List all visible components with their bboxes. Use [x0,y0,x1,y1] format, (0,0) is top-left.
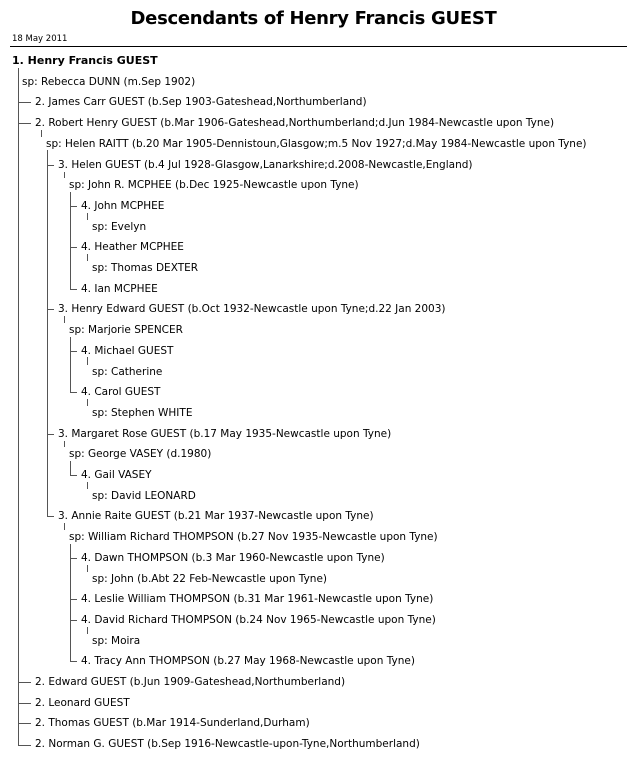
tree-connector [70,599,77,600]
tree-connector [64,172,65,178]
tree-connector [70,558,77,559]
tree-connector [18,682,31,683]
person-entry: 2. Leonard GUEST [35,697,130,709]
person-entry: 1. Henry Francis GUEST [12,54,158,67]
person-entry: 4. Dawn THOMPSON (b.3 Mar 1960-Newcastle upon Tyne) [81,552,385,564]
person-entry: 4. Michael GUEST [81,345,174,357]
tree-connector [70,392,77,393]
tree-connector [87,565,88,572]
tree-connector [18,723,31,724]
page-title: Descendants of Henry Francis GUEST [130,8,497,29]
tree-connector [70,461,71,475]
spouse-entry: sp: William Richard THOMPSON (b.27 Nov 1935-Newcastle upon Tyne) [69,531,438,543]
person-entry: 3. Henry Edward GUEST (b.Oct 1932-Newcastle upon Tyne;d.22 Jan 2003) [58,303,446,315]
tree-connector [87,482,88,489]
spouse-entry: sp: Rebecca DUNN (m.Sep 1902) [22,76,196,88]
tree-connector [41,130,42,137]
tree-connector [47,434,54,435]
person-entry: 3. Helen GUEST (b.4 Jul 1928-Glasgow,Lanarkshire;d.2008-Newcastle,England) [58,159,473,171]
report-date: 18 May 2011 [12,34,68,44]
spouse-entry: sp: Stephen WHITE [92,407,193,419]
person-entry: 2. Robert Henry GUEST (b.Mar 1906-Gateshead,Northumberland;d.Jun 1984-Newcastle upon Tyne) [35,117,555,129]
tree-connector [87,254,88,261]
spouse-entry: sp: Marjorie SPENCER [69,324,183,336]
tree-connector [18,745,31,746]
spouse-entry: sp: David LEONARD [92,490,196,502]
spouse-entry: sp: George VASEY (d.1980) [69,448,212,460]
tree-connector [18,123,31,124]
tree-connector [70,661,77,662]
tree-connector [47,165,54,166]
spouse-entry: sp: John R. MCPHEE (b.Dec 1925-Newcastle upon Tyne) [69,179,359,191]
tree-connector [87,627,88,634]
spouse-entry: sp: Catherine [92,366,163,378]
tree-connector [47,150,48,516]
person-entry: 4. Heather MCPHEE [81,241,184,253]
spouse-entry: sp: Helen RAITT (b.20 Mar 1905-Dennistoun,Glasgow;m.5 Nov 1927;d.May 1984-Newcastle upon Tyne) [46,138,587,150]
tree-connector [70,475,77,476]
tree-connector [47,309,54,310]
person-entry: 3. Margaret Rose GUEST (b.17 May 1935-Newcastle upon Tyne) [58,428,392,440]
tree-connector [70,620,77,621]
person-entry: 4. Tracy Ann THOMPSON (b.27 May 1968-Newcastle upon Tyne) [81,655,415,667]
person-entry: 2. Thomas GUEST (b.Mar 1914-Sunderland,Durham) [35,717,310,729]
tree-connector [70,337,71,392]
person-entry: 4. Carol GUEST [81,386,161,398]
person-entry: 4. Gail VASEY [81,469,152,481]
tree-connector [18,68,19,745]
tree-connector [87,213,88,220]
tree-connector [70,544,71,661]
person-entry: 4. Ian MCPHEE [81,283,158,295]
person-entry: 2. James Carr GUEST (b.Sep 1903-Gateshead,Northumberland) [35,96,367,108]
tree-connector [64,316,65,323]
person-entry: 4. David Richard THOMPSON (b.24 Nov 1965-Newcastle upon Tyne) [81,614,436,626]
tree-connector [64,441,65,447]
person-entry: 2. Norman G. GUEST (b.Sep 1916-Newcastle-upon-Tyne,Northumberland) [35,738,420,750]
tree-connector [18,102,31,103]
spouse-entry: sp: Evelyn [92,221,147,233]
tree-connector [70,206,77,207]
tree-connector [70,351,77,352]
person-entry: 3. Annie Raite GUEST (b.21 Mar 1937-Newcastle upon Tyne) [58,510,374,522]
tree-connector [18,703,31,704]
person-entry: 2. Edward GUEST (b.Jun 1909-Gateshead,Northumberland) [35,676,346,688]
tree-connector [47,516,54,517]
spouse-entry: sp: Moira [92,635,141,647]
person-entry: 4. John MCPHEE [81,200,165,212]
tree-connector [64,523,65,530]
tree-connector [87,399,88,406]
spouse-entry: sp: John (b.Abt 22 Feb-Newcastle upon Tyne) [92,573,328,585]
tree-connector [87,357,88,365]
spouse-entry: sp: Thomas DEXTER [92,262,199,274]
header-divider [10,46,627,47]
tree-connector [70,289,77,290]
person-entry: 4. Leslie William THOMPSON (b.31 Mar 1961-Newcastle upon Tyne) [81,593,434,605]
tree-connector [70,247,77,248]
